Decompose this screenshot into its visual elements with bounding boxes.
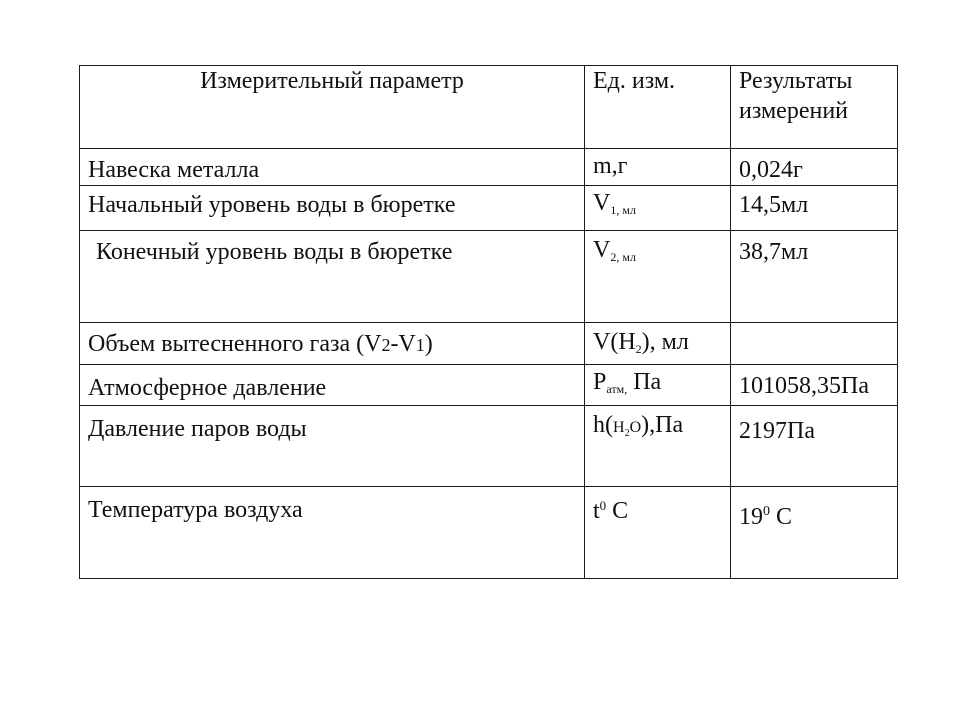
header-result: Результаты измерений: [731, 66, 898, 149]
param-cell: Конечный уровень воды в бюретке: [80, 231, 585, 323]
table-row: [80, 365, 898, 406]
param-cell: Давление паров воды: [80, 406, 585, 487]
result-cell: 2197Па: [731, 406, 898, 487]
param-cell: Объем вытесненного газа (V2-V1): [80, 323, 585, 365]
table-row: [80, 487, 898, 579]
unit-cell: $V_{2, мл}$: [585, 231, 731, 323]
table-row: [80, 186, 898, 231]
measurement-table: [79, 65, 898, 579]
table-row: [80, 231, 898, 323]
header-unit: Ед. изм.: [585, 66, 731, 149]
unit-cell: m,г: [585, 149, 731, 186]
param-cell: Температура воздуха: [80, 487, 585, 579]
table-row: [80, 149, 898, 186]
result-cell: [731, 323, 898, 365]
param-cell: Начальный уровень воды в бюретке: [80, 186, 585, 231]
unit-cell: $V_{1, мл}$: [585, 186, 731, 231]
param-cell: Навеска металла: [80, 149, 585, 186]
unit-cell: $V(H_2)$, мл: [585, 323, 731, 365]
header-param: Измерительный параметр: [80, 66, 585, 149]
result-cell: 101058,35Па: [731, 365, 898, 406]
table-row: [80, 406, 898, 487]
unit-cell: $h(H_2O),Па$: [585, 406, 731, 487]
result-cell: 0,024г: [731, 149, 898, 186]
unit-cell: $P_{атм,}$ Па: [585, 365, 731, 406]
unit-cell: $t^0$ C: [585, 487, 731, 579]
header-row: [80, 66, 898, 149]
table-row: [80, 323, 898, 365]
param-cell: Атмосферное давление: [80, 365, 585, 406]
result-cell: 38,7мл: [731, 231, 898, 323]
result-cell: $19^0$ С: [731, 487, 898, 579]
result-cell: 14,5мл: [731, 186, 898, 231]
